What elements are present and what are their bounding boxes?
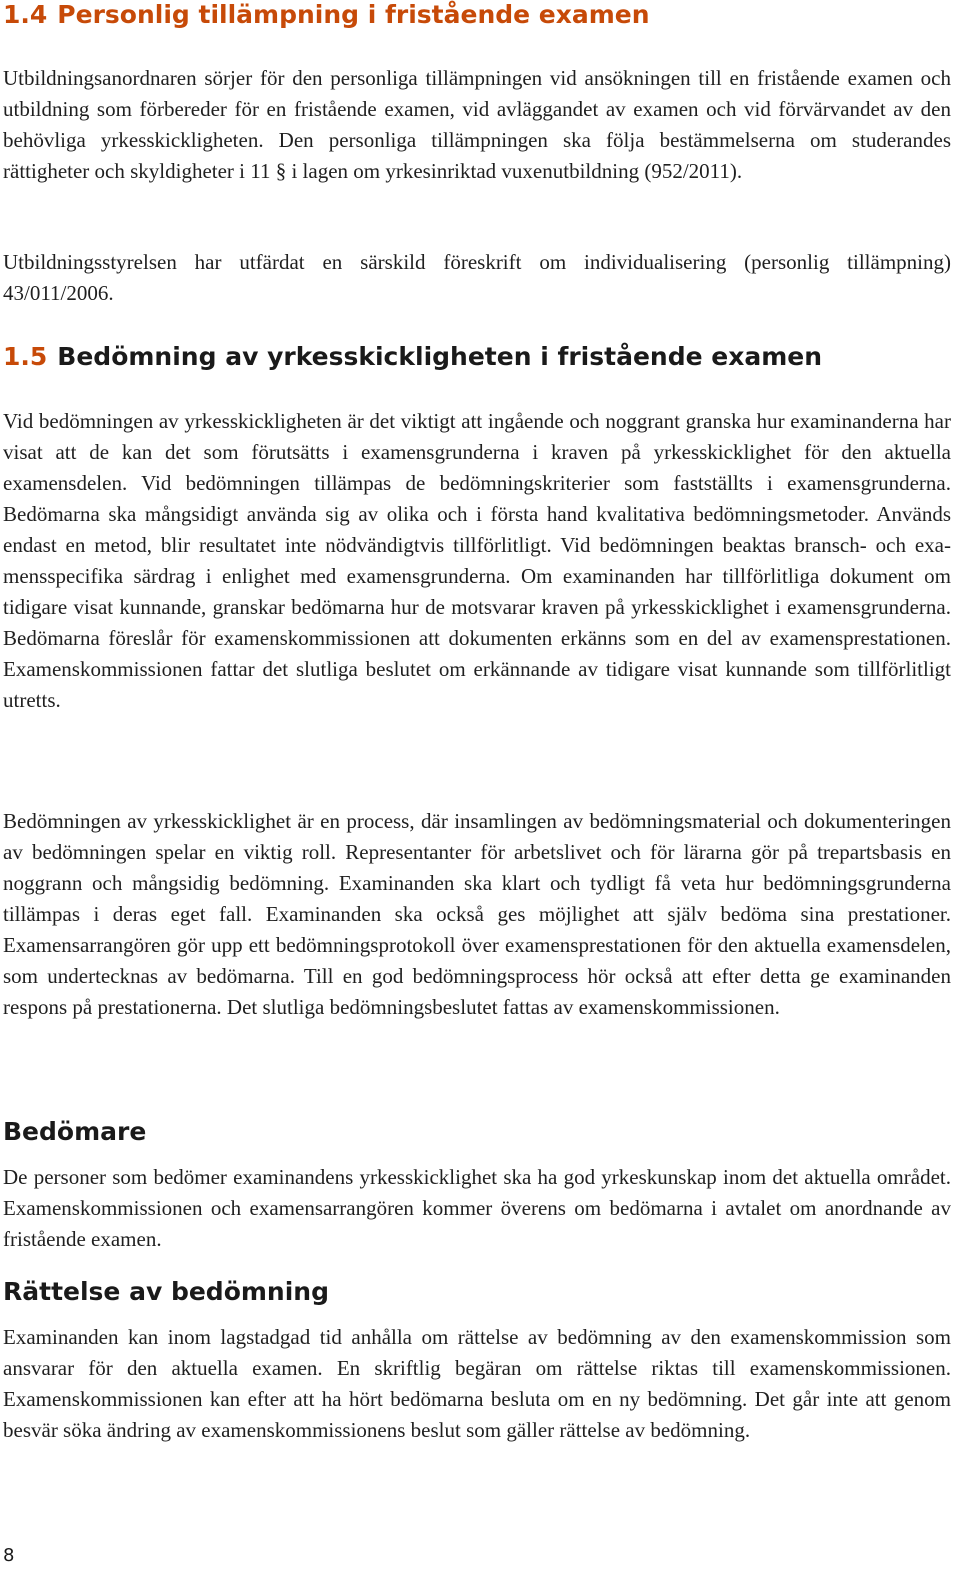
page-number: 8 [3,1545,15,1566]
bedomare-heading: Bedömare [3,1117,147,1146]
paragraph-rattelse: Examinanden kan inom lagstadgad tid anhålla om rättelse av bedömning av den examenskommission som ansvarar för den aktuella examen. En skriftlig begäran om rättelse riktas till examenskommissionen. Examenskommissionen kan efter att ha hört bedömarna besluta om en ny bedömning. Det går inte att genom besvär söka ändring av examenskommissionens beslut som gäller rättelse av bedömning. [3,1325,951,1442]
section-number: 1.5 [3,342,48,371]
paragraph-utbildningsstyrelsen: Utbildningsstyrelsen har utfärdat en särskild föreskrift om individualisering (personlig tillämpning) 43/011/2006. [3,250,951,305]
paragraph-bedomare: De personer som bedömer examinandens yrkesskicklighet ska ha god yrkeskunskap inom det aktuella området. Examenskommissionen och examensarrangören kommer överens om bedömarna i avtalet om anordnande av fristående examen. [3,1165,951,1251]
rattelse-heading: Rättelse av bedömning [3,1277,329,1306]
section-1-5-heading [3,342,822,372]
section-number: 1.4 [3,0,48,29]
section-1-4-heading [3,0,650,30]
paragraph-bedomning-2: Bedömningen av yrkesskicklighet är en process, där insamlingen av bedömningsmaterial och dokumenteringen av bedömningen spelar en viktig roll. Representanter för arbetslivet och för lärarna gör på trepartsbasis en noggrann och mångsidig bedömning. Examinanden ska klart och tydligt få veta hur bedömningsgrunderna tillämpas i deras eget fall. Examinanden ska också ges möjlighet att själv bedöma sina prestationer. Examensarrangören gör upp ett bedömningsprotokoll över examensprestationen för den aktuella examensdelen, som undertecknas av bedömarna. Till en god bedömningsprocess hör också att efter detta ge examinanden respons på prestationerna. Det slutliga bedömningsbeslutet fattas av examenskommissionen. [3,809,951,1019]
section-title: Personlig tillämpning i fristående examen [57,0,650,29]
paragraph-bedomning-1: Vid bedömningen av yrkesskickligheten är det viktigt att ingående och noggrant granska hur examinanderna har visat att de kan det som förutsätts i examensgrunderna i kraven på yrkesskicklighet för den aktuella examensdelen. Vid bedömningen tillämpas de bedömningskriterier som fastställts i examensgrunderna. Bedömarna ska mångsidigt använda sig av olika och i första hand kvalitativa bedömningsmetoder. Används endast en metod, blir resultatet inte nödvändigtvis tillförlitligt. Vid bedömningen beaktas bransch- och examensspecifika särdrag i enlighet med examensgrunderna. Om examinanden har tillförlitliga dokument om tidigare visat kunnande, granskar bedömarna hur de motsvarar kraven på yrkesskicklighet i examensgrunderna. Bedömarna föreslår för examenskommissionen att dokumenten erkänns som en del av examensprestationen. Examenskommissionen fattar det slutliga beslutet om erkännande av tidigare visat kunnande som tillförlitligt utretts. [3,409,951,712]
section-title: Bedömning av yrkesskickligheten i fristående examen [57,342,823,371]
paragraph-personlig-tillampning: Utbildningsanordnaren sörjer för den personliga tillämpningen vid ansökningen till en fristående examen och utbildning som förbereder för en fristående examen, vid avläggandet av examen och vid förvärvandet av den behövliga yrkesskickligheten. Den personliga tillämpningen ska följa bestämmelserna om studerandes rättigheter och skyldigheter i 11 § i lagen om yrkesinriktad vuxenutbildning (952/2011). [3,66,951,183]
